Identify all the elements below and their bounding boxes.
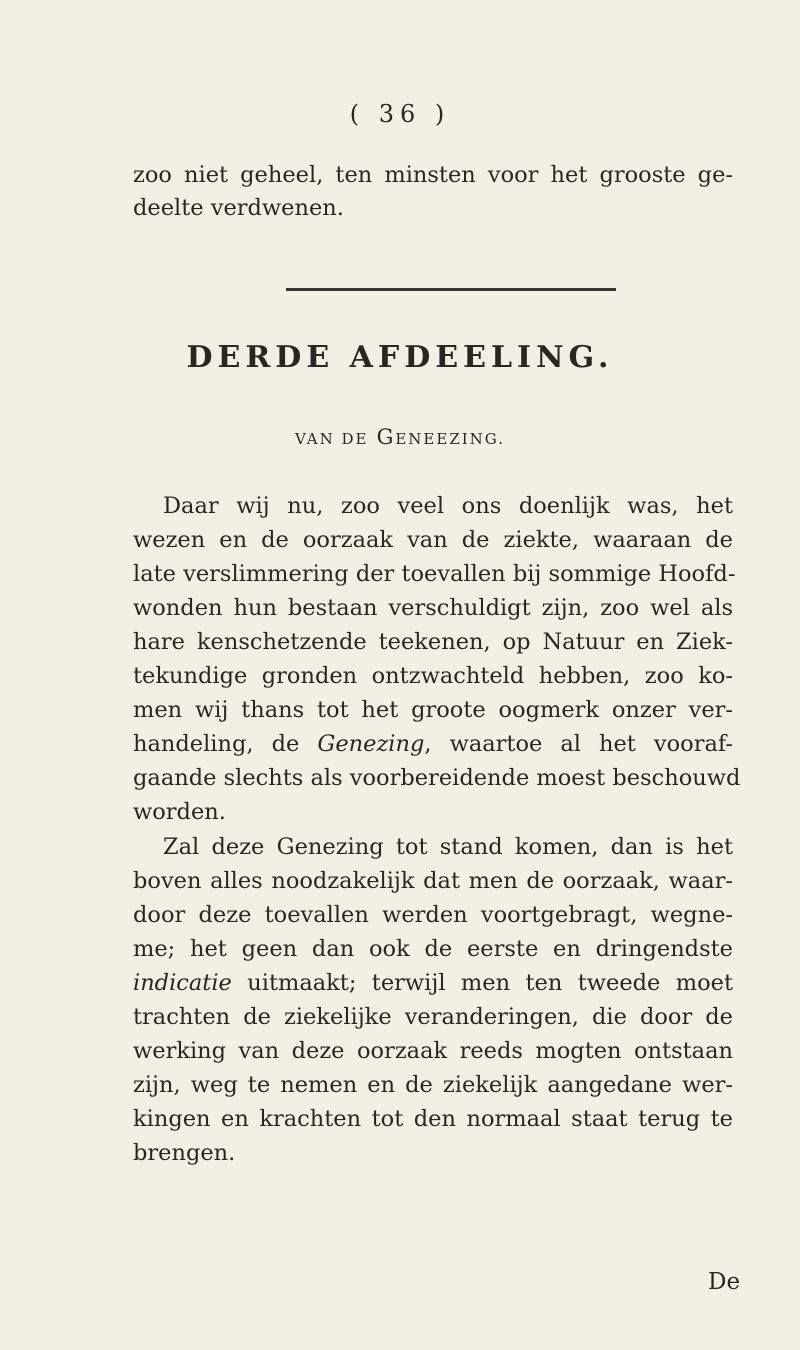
para1-line-2: wezen en de oorzaak van de ziekte, waaraan de — [133, 527, 733, 553]
para1-line-7: men wij thans tot het groote oogmerk onzer ver- — [133, 697, 733, 723]
section-divider — [286, 288, 616, 291]
para2-line-7: werking van deze oorzaak reeds mogten ontstaan — [133, 1038, 733, 1064]
para2-line-4: me; het geen dan ook de eerste en dringendste — [133, 936, 733, 962]
page-number: ( 36 ) — [349, 100, 451, 128]
para1-line-8-b: , waartoe al het vooraf- — [424, 731, 733, 757]
para2-line-5-italic: indicatie — [133, 970, 232, 996]
para2-line-8: zijn, weg te nemen en de ziekelijk aangedane wer- — [133, 1072, 733, 1098]
para1-line-6: tekundige gronden ontzwachteld hebben, zoo ko- — [133, 663, 733, 689]
para2-line-10: brengen. — [133, 1140, 236, 1166]
para2-line-2: boven alles noodzakelijk dat men de oorzaak, waar- — [133, 868, 733, 894]
para1-line-8-italic: Genezing — [317, 731, 425, 757]
para1-line-8-a: handeling, de — [133, 731, 318, 757]
para2-line-5-rest: uitmaakt; terwijl men ten tweede moet — [231, 970, 733, 996]
para2-line-3: door deze toevallen werden voortgebragt, wegne- — [133, 902, 733, 928]
intro-line-2: deelte verdwenen. — [133, 195, 344, 221]
intro-line-1: zoo niet geheel, ten minsten voor het grooste ge- — [133, 162, 733, 188]
para1-line-3: late verslimmering der toevallen bij sommige Hoofd- — [133, 561, 736, 587]
subtitle-initial: G — [376, 425, 396, 449]
para1-line-4: wonden hun bestaan verschuldigt zijn, zoo wel als — [133, 595, 733, 621]
para1-line-8 — [133, 731, 733, 757]
subtitle-rest: ENEEZING. — [395, 430, 506, 448]
para2-line-6: trachten de ziekelijke veranderingen, die door de — [133, 1004, 733, 1030]
subtitle-prefix: VAN DE — [294, 430, 369, 448]
catchword: De — [708, 1269, 741, 1295]
para1-line-10: worden. — [133, 799, 226, 825]
section-title: DERDE AFDEELING. — [186, 340, 614, 375]
para1-line-1: Daar wij nu, zoo veel ons doenlijk was, het — [163, 493, 733, 519]
para1-line-5: hare kenschetzende teekenen, op Natuur en Ziek- — [133, 629, 733, 655]
para2-line-1: Zal deze Genezing tot stand komen, dan is het — [163, 834, 733, 860]
para2-line-9: kingen en krachten tot den normaal staat terug te — [133, 1106, 733, 1132]
para2-line-5 — [133, 970, 733, 996]
para1-line-9: gaande slechts als voorbereidende moest beschouwd — [133, 765, 741, 791]
section-subtitle — [0, 425, 800, 449]
